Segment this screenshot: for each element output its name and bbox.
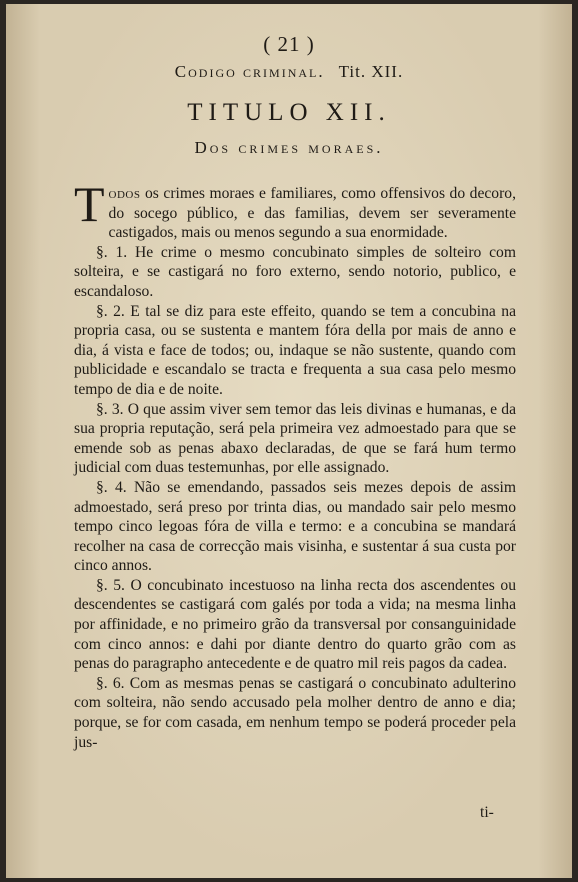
paragraph-2: §. 2. E tal se diz para este effeito, quando se tem a concubina na propria casa, ou se sustenta e mantem fóra della por mais de anno e dia, á vista e face de todos; ou, indaque se não sustente, quando com publicidade e escandalo se tracta e frequenta a sua casa pelo mesmo tempo de dia e de noite. <box>74 302 516 398</box>
section-title: Dos crimes moraes. <box>194 138 384 157</box>
drop-cap: T <box>74 176 105 232</box>
catchword: ti- <box>480 804 494 821</box>
body-text <box>74 176 516 752</box>
intro-paragraph <box>74 176 516 243</box>
intro-first-word: odos <box>108 185 141 202</box>
paragraph-4: §. 4. Não se emendando, passados seis mezes depois de assim admoestado, será preso por trinta dias, ou mandado sair pelo mesmo tempo cinco legoas fóra de villa e termo: e a concubina se mandará recolher na casa de correcção mais visinha, e sustentar á sua custa por cinco annos. <box>74 478 516 575</box>
running-head <box>6 62 572 82</box>
chapter-title: TITULO XII. <box>187 99 391 126</box>
paragraph-1: §. 1. He crime o mesmo concubinato simples de solteiro com solteira, e se castigará no foro externo, sendo notorio, publico, e escandaloso. <box>74 243 516 300</box>
intro-text: os crimes moraes e familiares, como offensivos do decoro, do socego público, e das familias, devem ser severamente castigados, mais ou menos segundo a sua enormidade. <box>108 185 516 242</box>
running-head-section: Tit. XII. <box>338 62 404 81</box>
book-page <box>6 4 572 878</box>
paragraph-3: §. 3. O que assim viver sem temor das leis divinas e humanas, e da sua propria reputação, será pela primeira vez admoestado para que se emende sob as penas abaxo declaradas, de que se fará hum termo judicial com duas testemunhas, por elle assignado. <box>74 400 516 477</box>
running-head-title: Codigo criminal. <box>174 62 325 81</box>
paragraph-5: §. 5. O concubinato incestuoso na linha recta dos ascendentes ou descendentes se castigará com galés por toda a vida; na mesma linha por affinidade, e no primeiro grão da transversal por consanguinidade com cinco annos: e dahi por diante dentro do quarto grão com as penas do paragrapho antecedente e de quatro mil reis pagos da cadea. <box>74 576 516 673</box>
page-number: ( 21 ) <box>263 32 315 56</box>
paragraph-6: §. 6. Com as mesmas penas se castigará o concubinato adulterino com solteira, não sendo accusado pela molher dentro de anno e dia; porque, se for com casada, em nenhum tempo se poderá proceder pela jus- <box>74 674 516 751</box>
